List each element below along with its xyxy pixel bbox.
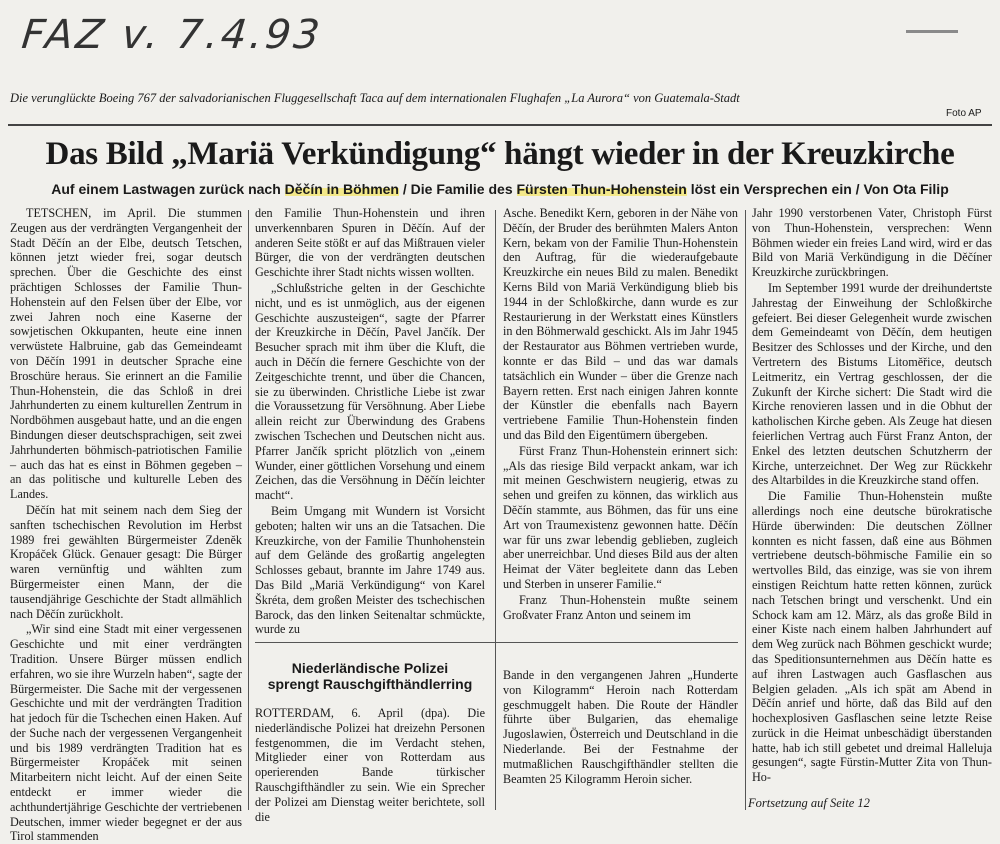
column-divider [495,210,496,810]
article-paragraph: den Familie Thun-Hohenstein und ihren unverkennbaren Spuren in Děčín. Auf der anderen Seite stößt er auf das Mißtrauen vieler Bürger, die von der verdrängten deutschen Geschichte ihrer Stadt nichts wissen wollten. [255,206,485,280]
sidebar-top-rule [255,642,738,643]
column-divider [745,210,746,810]
subhead-part1: Auf einem Lastwagen zurück nach [51,181,285,197]
article-column-1 [10,206,242,844]
subhead-part2: / Die Familie des [399,181,517,197]
article-paragraph: TETSCHEN, im April. Die stummen Zeugen aus der verdrängten Vergangenheit der Stadt Děčín an der Elbe, deutsch Tetschen, können jetzt wieder frei, sogar deutsch sprechen. Über die Geschichte des einst prächtigen Schlosses der Familie Thun-Hohenstein auf den Felsen über der Elbe, vor zwei Jahren noch eine Kaserne der sowjetischen Okkupanten, heute eine innen verwüstete Halbruine, gab das Gemeindeamt von Děčín 1991 in deutscher Sprache eine Broschüre heraus. Sie erinnert an die Familie Thun-Hohenstein, die das Schloß in drei Jahrhunderten zu einem kulturellen Zentrum in Nordböhmen ausgebaut hatte, und an die engen Bindungen dieser deutschsprachigen, seit zwei Jahrhunderten böhmisch-patriotischen Familie – auch das hat es einst in Böhmen gegeben – an das politische und kulturelle Leben des Landes. [10,206,242,502]
article-paragraph: Fürst Franz Thun-Hohenstein erinnert sich: „Als das riesige Bild verpackt ankam, war ich mit meinen Geschwistern neugierig, etwas zu sehen und greifen zu können, das wirklich aus Děčín stammte, aus Böhmen, das für uns eine Art von Traumexistenz gewonnen hatte. Děčín war für uns zwar lebendig geblieben, zugleich aber unerreichbar. Und dieses Bild aus der alten Heimat der Väter begleitete dann das Leben und Sterben in unserer Familie.“ [503,443,738,591]
article-column-3 [503,206,738,636]
article-paragraph: Franz Thun-Hohenstein mußte seinem Großvater Franz Anton und seinem im [503,592,738,622]
subhead-highlight-family: Fürsten Thun-Hohenstein [516,181,687,197]
subhead-part3: löst ein Versprechen ein / Von Ota Filip [686,181,949,197]
sidebar-headline-line1: Niederländische Polizei [291,660,449,676]
article-paragraph: Die Familie Thun-Hohenstein mußte allerdings noch eine deutsche bürokratische Hürde überwinden: Die deutschen Zöllner konnten es nicht fassen, daß eine aus Böhmen vertriebene deutsch-böhmische Familie ein so wertvolles Bild, das einzige, was sie von ihrem einstigen Reichtum hatte retten können, zurück nach Tetschen bringt und verschenkt. Und ein Schock kam am 12. März, als das große Bild in einer Kiste nach einem halben Jahrhundert auf dem Weg zurück nach Böhmen geschickt wurde; das Speditionsunternehmen aus Děčín hatte es auf ihren Lastwagen auch Gasflaschen aus Belgien geladen. „Als ich spät am Abend in Děčín anrief und hörte, daß das Bild auf den hochexplosiven Gasflaschen seine letzte Reise zurück in die Heimat unbeschädigt überstanden hatte, hab ich still gebetet und dreimal Halleluja gesungen“, sagte Fürstin-Mutter Zita von Thun-Ho- [752,489,992,785]
article-column-4 [752,206,992,791]
sidebar-text-right [503,668,738,811]
article-paragraph: Jahr 1990 verstorbenen Vater, Christoph Fürst von Thun-Hohenstein, versprechen: Wenn Böhmen wieder ein freies Land wird, wird er das Bild von Mariä Verkündigung in die Děčíner Kreuzkirche zurückbringen. [752,206,992,280]
sidebar-headline [255,660,485,692]
photo-credit: Foto AP [946,108,982,119]
continuation-note: Fortsetzung auf Seite 12 [748,796,870,810]
sidebar-headline-line2: sprengt Rauschgifthändlerring [267,676,473,692]
article-paragraph: Im September 1991 wurde der dreihundertste Jahrestag der Einweihung der Schloßkirche gefeiert. Bei dieser Gelegenheit wurde zwischen dem Gemeindeamt von Děčín, dem heutigen Besitzer des Schlosses und der Kirche, und den Vertretern des Bistums Litoměřice, deutsch Leitmeritz, ein Vertrag geschlossen, der die Zukunft der Kirche sichert: Die Stadt wird die Kirche renovieren lassen und in die Obhut der katholischen Kirche geben. Als Zeuge hat diesen feierlichen Vertrag auch Fürst Franz Anton, der Enkel des letzten deutschen Schutzherrn der Kirche, unterzeichnet. Der Weg zur Rückkehr des Altarbildes in die Kreuzkirche stand offen. [752,280,992,488]
article-column-2 [255,206,485,636]
sidebar-paragraph: Bande in den vergangenen Jahren „Hunderte von Kilogramm“ Heroin nach Rotterdam geschmuggelt haben. Die Route der Händler führte über Bulgarien, das ehemalige Jugoslawien, Österreich und Deutschland in die Niederlande. Bei der Festnahme der mutmaßlichen Rauschgifthändler stellten die Beamten 25 Kilogramm Heroin sicher. [503,668,738,786]
article-subhead [8,181,992,197]
caption-rule [8,124,992,126]
article-paragraph: „Schlußstriche gelten in der Geschichte nicht, und es ist unmöglich, aus der eigenen Geschichte auszusteigen“, sagte der Pfarrer der Kreuzkirche in Děčín, Pavel Jančík. Der Besucher sprach mit ihm über die Kluft, die auch in Děčín die fernere Geschichte von der Zeitgeschichte trennt, und über die Chancen, sie zu überwinden. Christliche Liebe ist zwar die Voraussetzung für Versöhnung. Aber Liebe allein reicht zur Überwindung des Grabens zwischen Tschechen und Deutschen nicht aus. Pfarrer Jančík spricht plötzlich von „einem Wunder, einer göttlichen Vorsehung und einem Zeichen, das die Versöhnung in Děčín leichter macht“. [255,280,485,503]
pen-mark [906,30,958,33]
article-headline: Das Bild „Mariä Verkündigung“ hängt wieder in der Kreuzkirche [45,136,955,172]
column-divider [248,210,249,810]
article-paragraph: Beim Umgang mit Wundern ist Vorsicht geboten; halten wir uns an die Tatsachen. Die Kreuzkirche, von der Familie Thunhohenstein auf dem Gelände des großartig angelegten Schlosses gebaut, brannte im Jahre 1749 aus. Das Bild „Mariä Verkündigung“ von Karel Škréta, dem großen Meister des tschechischen Barock, das den linken Seitenaltar schmückte, wurde zu [255,503,485,637]
sidebar-paragraph: ROTTERDAM, 6. April (dpa). Die niederländische Polizei hat dreizehn Personen festgenommen, die im Verdacht stehen, Mitglieder einer von Rotterdam aus operierenden Bande türkischer Rauschgifthändler zu sein. Wie ein Sprecher der Polizei am Dienstag weiter berichtete, soll die [255,706,485,824]
handwritten-date-note: FAZ v. 7.4.93 [19,12,325,58]
photo-caption: Die verunglückte Boeing 767 der salvadorianischen Fluggesellschaft Taca auf dem internationalen Flughafen „La Aurora“ von Guatemala-Stadt [10,91,740,105]
sidebar-text-left [255,706,485,824]
article-paragraph: Děčín hat mit seinem nach dem Sieg der sanften tschechischen Revolution im Herbst 1989 frei gewählten Bürgermeister Zdeněk Kropáček Glück. Genauer gesagt: Die Bürger waren vernünftig und wählten zum Bürgermeister einen Mann, der die tausendjährige Geschichte der Stadt allmählich nach Děčín zurückholt. [10,502,242,621]
article-paragraph: Asche. Benedikt Kern, geboren in der Nähe von Děčín, der Bruder des berühmten Malers Anton Kern, bekam von der Familie Thun-Hohenstein den Auftrag, für die wiederaufgebaute Kreuzkirche ein neues Bild zu malen. Benedikt Kerns Bild von Mariä Verkündigung blieb bis 1944 in der Schloßkirche, dann wurde es zur Restaurierung in der Werkstatt eines Künstlers in den Böhmerwald geschickt. Als im Jahr 1945 der Restaurator aus Böhmen vertrieben wurde, konnte er das Bild – und das war damals tatsächlich ein Wunder – über die Grenze nach Bayern retten. Erst nach einigen Jahren konnte der Künstler die ebenfalls nach Bayern vertriebene Familie Thun-Hohenstein finden und das Bild den Eigentümern übergeben. [503,206,738,442]
subhead-highlight-place: Děčín in Böhmen [284,181,399,197]
article-paragraph: „Wir sind eine Stadt mit einer vergessenen Geschichte und mit einer verdrängten Tradition. Unsere Bürger müssen endlich erfahren, wo sie ihre Wurzeln haben“, sagte der Bürgermeister. Die Sache mit der vergessenen Geschichte und mit der verdrängten Tradition hat jedoch für die Tschechen einen Haken. Auf der Suche nach der vergessenen Vergangenheit und bis 1989 verdrängten Tradition hat es Bürgermeister Kropáček mit seinen Mitarbeitern nicht leicht. Auf der einen Seite entdeckt er immer wieder die achthundertjährige Geschichte der vertriebenen Deutschen, immer wieder begegnet er der aus Tirol stammenden [10,622,242,844]
